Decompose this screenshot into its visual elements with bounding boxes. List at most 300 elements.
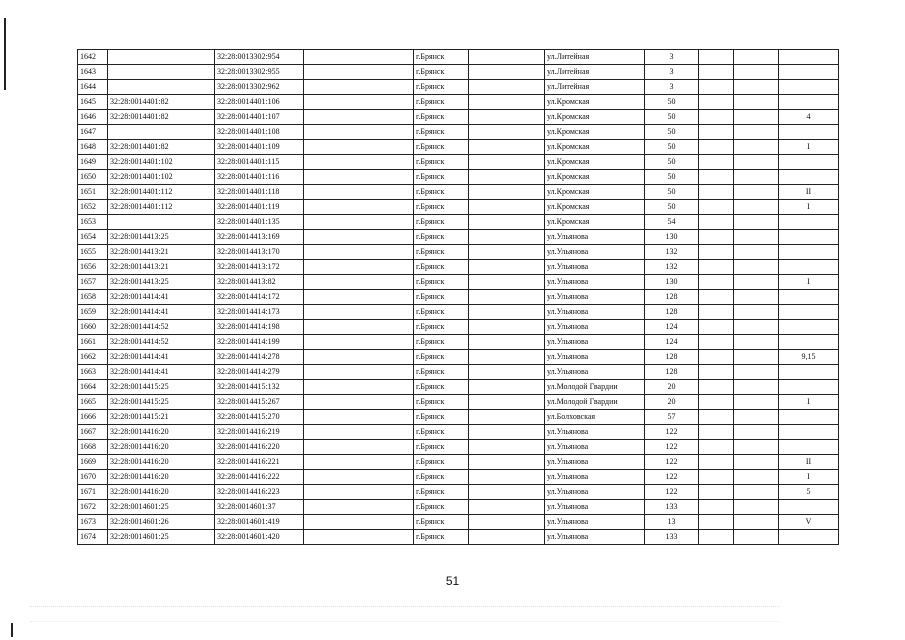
blank-cell: [304, 140, 414, 155]
street-cell: ул.Литейная: [545, 65, 645, 80]
street-cell: ул.Ульянова: [545, 290, 645, 305]
table-row: [78, 200, 839, 215]
blank-cell: [469, 215, 545, 230]
object-cadastral-cell: 32:28:0014401:108: [215, 125, 304, 140]
blank-cell: [469, 350, 545, 365]
city-cell: г.Брянск: [414, 425, 469, 440]
street-cell: ул.Кромская: [545, 95, 645, 110]
city-cell: г.Брянск: [414, 200, 469, 215]
city-cell: г.Брянск: [414, 440, 469, 455]
object-cadastral-cell: 32:28:0014416:220: [215, 440, 304, 455]
object-cadastral-cell: 32:28:0014414:278: [215, 350, 304, 365]
object-cadastral-cell: 32:28:0014415:270: [215, 410, 304, 425]
table-row: [78, 305, 839, 320]
street-cell: ул.Кромская: [545, 200, 645, 215]
row-number-cell: 1670: [78, 470, 108, 485]
parcel-cadastral-cell: 32:28:0014601:25: [108, 500, 215, 515]
blank-cell: [469, 530, 545, 545]
object-cadastral-cell: 32:28:0014401:118: [215, 185, 304, 200]
parcel-cadastral-cell: 32:28:0014601:26: [108, 515, 215, 530]
parcel-cadastral-cell: 32:28:0014416:20: [108, 485, 215, 500]
table-row: [78, 395, 839, 410]
blank-cell: [304, 200, 414, 215]
row-number-cell: 1652: [78, 200, 108, 215]
street-cell: ул.Кромская: [545, 170, 645, 185]
blank-cell: [304, 320, 414, 335]
house-number-cell: 128: [645, 350, 699, 365]
blank-cell: [699, 65, 734, 80]
row-number-cell: 1643: [78, 65, 108, 80]
premises-number-cell: [779, 215, 839, 230]
street-cell: ул.Ульянова: [545, 515, 645, 530]
table-row: [78, 245, 839, 260]
blank-cell: [734, 530, 779, 545]
parcel-cadastral-cell: 32:28:0014413:21: [108, 260, 215, 275]
blank-cell: [469, 275, 545, 290]
parcel-cadastral-cell: [108, 65, 215, 80]
table-row: [78, 500, 839, 515]
street-cell: ул.Литейная: [545, 80, 645, 95]
city-cell: г.Брянск: [414, 470, 469, 485]
street-cell: ул.Ульянова: [545, 425, 645, 440]
blank-cell: [469, 365, 545, 380]
blank-cell: [304, 485, 414, 500]
object-cadastral-cell: 32:28:0014416:223: [215, 485, 304, 500]
house-number-cell: 130: [645, 230, 699, 245]
table-row: [78, 260, 839, 275]
house-number-cell: 122: [645, 425, 699, 440]
parcel-cadastral-cell: 32:28:0014401:112: [108, 200, 215, 215]
house-number-cell: 122: [645, 440, 699, 455]
row-number-cell: 1660: [78, 320, 108, 335]
city-cell: г.Брянск: [414, 185, 469, 200]
blank-cell: [734, 200, 779, 215]
city-cell: г.Брянск: [414, 365, 469, 380]
row-number-cell: 1673: [78, 515, 108, 530]
house-number-cell: 128: [645, 290, 699, 305]
row-number-cell: 1648: [78, 140, 108, 155]
row-number-cell: 1671: [78, 485, 108, 500]
blank-cell: [699, 200, 734, 215]
blank-cell: [699, 530, 734, 545]
blank-cell: [304, 350, 414, 365]
row-number-cell: 1651: [78, 185, 108, 200]
blank-cell: [469, 50, 545, 65]
blank-cell: [699, 485, 734, 500]
parcel-cadastral-cell: 32:28:0014416:20: [108, 455, 215, 470]
row-number-cell: 1644: [78, 80, 108, 95]
object-cadastral-cell: 32:28:0014413:172: [215, 260, 304, 275]
street-cell: ул.Ульянова: [545, 470, 645, 485]
street-cell: ул.Ульянова: [545, 305, 645, 320]
premises-number-cell: I: [779, 200, 839, 215]
table-row: [78, 470, 839, 485]
object-cadastral-cell: 32:28:0014401:116: [215, 170, 304, 185]
blank-cell: [699, 500, 734, 515]
city-cell: г.Брянск: [414, 395, 469, 410]
city-cell: г.Брянск: [414, 485, 469, 500]
blank-cell: [304, 380, 414, 395]
blank-cell: [734, 50, 779, 65]
blank-cell: [469, 470, 545, 485]
house-number-cell: 3: [645, 50, 699, 65]
blank-cell: [699, 215, 734, 230]
blank-cell: [304, 335, 414, 350]
premises-number-cell: 4: [779, 110, 839, 125]
blank-cell: [469, 185, 545, 200]
table-row: [78, 65, 839, 80]
blank-cell: [304, 185, 414, 200]
city-cell: г.Брянск: [414, 155, 469, 170]
blank-cell: [699, 305, 734, 320]
row-number-cell: 1668: [78, 440, 108, 455]
city-cell: г.Брянск: [414, 500, 469, 515]
blank-cell: [304, 260, 414, 275]
house-number-cell: 132: [645, 245, 699, 260]
house-number-cell: 57: [645, 410, 699, 425]
city-cell: г.Брянск: [414, 320, 469, 335]
blank-cell: [699, 80, 734, 95]
blank-cell: [304, 170, 414, 185]
blank-cell: [699, 335, 734, 350]
street-cell: ул.Ульянова: [545, 230, 645, 245]
table-row: [78, 380, 839, 395]
city-cell: г.Брянск: [414, 125, 469, 140]
blank-cell: [699, 455, 734, 470]
premises-number-cell: [779, 65, 839, 80]
blank-cell: [699, 170, 734, 185]
table-row: [78, 485, 839, 500]
city-cell: г.Брянск: [414, 530, 469, 545]
house-number-cell: 54: [645, 215, 699, 230]
house-number-cell: 20: [645, 395, 699, 410]
blank-cell: [304, 95, 414, 110]
blank-cell: [469, 440, 545, 455]
row-number-cell: 1642: [78, 50, 108, 65]
blank-cell: [734, 95, 779, 110]
row-number-cell: 1655: [78, 245, 108, 260]
street-cell: ул.Ульянова: [545, 440, 645, 455]
row-number-cell: 1666: [78, 410, 108, 425]
parcel-cadastral-cell: [108, 215, 215, 230]
blank-cell: [699, 425, 734, 440]
row-number-cell: 1645: [78, 95, 108, 110]
street-cell: ул.Болховская: [545, 410, 645, 425]
premises-number-cell: V: [779, 515, 839, 530]
object-cadastral-cell: 32:28:0014401:109: [215, 140, 304, 155]
premises-number-cell: [779, 170, 839, 185]
blank-cell: [734, 65, 779, 80]
table-row: [78, 515, 839, 530]
city-cell: г.Брянск: [414, 305, 469, 320]
parcel-cadastral-cell: 32:28:0014601:25: [108, 530, 215, 545]
blank-cell: [699, 410, 734, 425]
blank-cell: [469, 260, 545, 275]
city-cell: г.Брянск: [414, 410, 469, 425]
blank-cell: [699, 440, 734, 455]
table-row: [78, 320, 839, 335]
table-row: [78, 140, 839, 155]
premises-number-cell: [779, 80, 839, 95]
parcel-cadastral-cell: [108, 50, 215, 65]
margin-mark: [11, 623, 13, 637]
blank-cell: [469, 200, 545, 215]
city-cell: г.Брянск: [414, 65, 469, 80]
parcel-cadastral-cell: 32:28:0014401:102: [108, 170, 215, 185]
blank-cell: [699, 470, 734, 485]
object-cadastral-cell: 32:28:0014416:221: [215, 455, 304, 470]
house-number-cell: 50: [645, 140, 699, 155]
blank-cell: [469, 500, 545, 515]
house-number-cell: 13: [645, 515, 699, 530]
street-cell: ул.Ульянова: [545, 455, 645, 470]
row-number-cell: 1664: [78, 380, 108, 395]
street-cell: ул.Кромская: [545, 155, 645, 170]
table-row: [78, 335, 839, 350]
house-number-cell: 50: [645, 155, 699, 170]
blank-cell: [734, 365, 779, 380]
premises-number-cell: [779, 95, 839, 110]
blank-cell: [699, 95, 734, 110]
blank-cell: [734, 245, 779, 260]
blank-cell: [699, 125, 734, 140]
table-row: [78, 110, 839, 125]
city-cell: г.Брянск: [414, 140, 469, 155]
blank-cell: [304, 425, 414, 440]
table-row: [78, 95, 839, 110]
object-cadastral-cell: 32:28:0014413:82: [215, 275, 304, 290]
table-row: [78, 350, 839, 365]
table-row: [78, 50, 839, 65]
premises-number-cell: [779, 365, 839, 380]
object-cadastral-cell: 32:28:0013302:955: [215, 65, 304, 80]
blank-cell: [734, 440, 779, 455]
city-cell: г.Брянск: [414, 110, 469, 125]
object-cadastral-cell: 32:28:0014601:420: [215, 530, 304, 545]
premises-number-cell: [779, 50, 839, 65]
blank-cell: [469, 80, 545, 95]
parcel-cadastral-cell: 32:28:0014401:82: [108, 95, 215, 110]
parcel-cadastral-cell: 32:28:0014414:41: [108, 365, 215, 380]
premises-number-cell: [779, 245, 839, 260]
premises-number-cell: [779, 260, 839, 275]
blank-cell: [469, 395, 545, 410]
blank-cell: [304, 470, 414, 485]
blank-cell: [304, 365, 414, 380]
object-cadastral-cell: 32:28:0014414:198: [215, 320, 304, 335]
object-cadastral-cell: 32:28:0014414:199: [215, 335, 304, 350]
blank-cell: [734, 485, 779, 500]
premises-number-cell: [779, 380, 839, 395]
blank-cell: [699, 260, 734, 275]
object-cadastral-cell: 32:28:0014401:107: [215, 110, 304, 125]
table-row: [78, 125, 839, 140]
row-number-cell: 1650: [78, 170, 108, 185]
house-number-cell: 50: [645, 110, 699, 125]
parcel-cadastral-cell: 32:28:0014416:20: [108, 425, 215, 440]
blank-cell: [304, 290, 414, 305]
object-cadastral-cell: 32:28:0014401:119: [215, 200, 304, 215]
parcel-cadastral-cell: 32:28:0014414:41: [108, 290, 215, 305]
object-cadastral-cell: 32:28:0014416:219: [215, 425, 304, 440]
table-row: [78, 185, 839, 200]
blank-cell: [699, 350, 734, 365]
blank-cell: [734, 320, 779, 335]
house-number-cell: 124: [645, 320, 699, 335]
parcel-cadastral-cell: 32:28:0014414:41: [108, 350, 215, 365]
house-number-cell: 122: [645, 485, 699, 500]
parcel-cadastral-cell: 32:28:0014413:25: [108, 230, 215, 245]
row-number-cell: 1654: [78, 230, 108, 245]
street-cell: ул.Литейная: [545, 50, 645, 65]
street-cell: ул.Ульянова: [545, 500, 645, 515]
premises-number-cell: I: [779, 140, 839, 155]
table-row: [78, 455, 839, 470]
object-cadastral-cell: 32:28:0014414:172: [215, 290, 304, 305]
parcel-cadastral-cell: 32:28:0014414:41: [108, 305, 215, 320]
blank-cell: [469, 170, 545, 185]
house-number-cell: 50: [645, 200, 699, 215]
blank-cell: [469, 230, 545, 245]
blank-cell: [304, 455, 414, 470]
blank-cell: [699, 320, 734, 335]
premises-number-cell: I: [779, 395, 839, 410]
blank-cell: [304, 230, 414, 245]
object-cadastral-cell: 32:28:0013302:954: [215, 50, 304, 65]
parcel-cadastral-cell: 32:28:0014413:25: [108, 275, 215, 290]
blank-cell: [469, 485, 545, 500]
house-number-cell: 50: [645, 185, 699, 200]
blank-cell: [304, 215, 414, 230]
table-row: [78, 275, 839, 290]
city-cell: г.Брянск: [414, 245, 469, 260]
blank-cell: [469, 140, 545, 155]
premises-number-cell: [779, 125, 839, 140]
blank-cell: [699, 185, 734, 200]
row-number-cell: 1662: [78, 350, 108, 365]
premises-number-cell: [779, 440, 839, 455]
parcel-cadastral-cell: 32:28:0014415:25: [108, 380, 215, 395]
blank-cell: [734, 110, 779, 125]
parcel-cadastral-cell: 32:28:0014414:52: [108, 320, 215, 335]
row-number-cell: 1665: [78, 395, 108, 410]
blank-cell: [699, 50, 734, 65]
object-cadastral-cell: 32:28:0014401:115: [215, 155, 304, 170]
row-number-cell: 1659: [78, 305, 108, 320]
blank-cell: [304, 305, 414, 320]
blank-cell: [469, 515, 545, 530]
house-number-cell: 3: [645, 65, 699, 80]
city-cell: г.Брянск: [414, 230, 469, 245]
blank-cell: [734, 260, 779, 275]
house-number-cell: 128: [645, 305, 699, 320]
blank-cell: [734, 275, 779, 290]
blank-cell: [304, 125, 414, 140]
premises-number-cell: 5: [779, 485, 839, 500]
blank-cell: [699, 110, 734, 125]
blank-cell: [699, 515, 734, 530]
parcel-cadastral-cell: 32:28:0014401:112: [108, 185, 215, 200]
blank-cell: [699, 275, 734, 290]
city-cell: г.Брянск: [414, 260, 469, 275]
table-row: [78, 215, 839, 230]
street-cell: ул.Ульянова: [545, 275, 645, 290]
parcel-cadastral-cell: [108, 80, 215, 95]
object-cadastral-cell: 32:28:0014414:173: [215, 305, 304, 320]
row-number-cell: 1658: [78, 290, 108, 305]
premises-number-cell: II: [779, 185, 839, 200]
object-cadastral-cell: 32:28:0014415:132: [215, 380, 304, 395]
blank-cell: [304, 410, 414, 425]
house-number-cell: 122: [645, 455, 699, 470]
parcel-cadastral-cell: 32:28:0014401:82: [108, 110, 215, 125]
blank-cell: [469, 410, 545, 425]
row-number-cell: 1669: [78, 455, 108, 470]
parcel-cadastral-cell: 32:28:0014415:21: [108, 410, 215, 425]
blank-cell: [699, 230, 734, 245]
city-cell: г.Брянск: [414, 350, 469, 365]
house-number-cell: 132: [645, 260, 699, 275]
parcel-cadastral-cell: 32:28:0014415:25: [108, 395, 215, 410]
street-cell: ул.Кромская: [545, 215, 645, 230]
blank-cell: [469, 65, 545, 80]
row-number-cell: 1674: [78, 530, 108, 545]
premises-number-cell: [779, 305, 839, 320]
table-row: [78, 440, 839, 455]
scan-artifact: [30, 606, 780, 622]
blank-cell: [469, 305, 545, 320]
blank-cell: [734, 350, 779, 365]
blank-cell: [304, 245, 414, 260]
row-number-cell: 1657: [78, 275, 108, 290]
row-number-cell: 1667: [78, 425, 108, 440]
street-cell: ул.Ульянова: [545, 350, 645, 365]
street-cell: ул.Молодой Гвардии: [545, 380, 645, 395]
row-number-cell: 1647: [78, 125, 108, 140]
blank-cell: [304, 110, 414, 125]
table-row: [78, 155, 839, 170]
table-row: [78, 230, 839, 245]
blank-cell: [734, 140, 779, 155]
registry-table: [77, 49, 839, 545]
street-cell: ул.Молодой Гвардии: [545, 395, 645, 410]
blank-cell: [734, 305, 779, 320]
row-number-cell: 1646: [78, 110, 108, 125]
city-cell: г.Брянск: [414, 275, 469, 290]
parcel-cadastral-cell: 32:28:0014414:52: [108, 335, 215, 350]
parcel-cadastral-cell: [108, 125, 215, 140]
street-cell: ул.Ульянова: [545, 485, 645, 500]
blank-cell: [699, 245, 734, 260]
row-number-cell: 1649: [78, 155, 108, 170]
object-cadastral-cell: 32:28:0014601:37: [215, 500, 304, 515]
blank-cell: [734, 515, 779, 530]
object-cadastral-cell: 32:28:0014413:169: [215, 230, 304, 245]
premises-number-cell: [779, 410, 839, 425]
blank-cell: [304, 50, 414, 65]
house-number-cell: 50: [645, 125, 699, 140]
blank-cell: [304, 395, 414, 410]
street-cell: ул.Кромская: [545, 140, 645, 155]
street-cell: ул.Кромская: [545, 185, 645, 200]
blank-cell: [734, 170, 779, 185]
blank-cell: [304, 530, 414, 545]
premises-number-cell: [779, 320, 839, 335]
blank-cell: [469, 320, 545, 335]
blank-cell: [469, 455, 545, 470]
city-cell: г.Брянск: [414, 335, 469, 350]
object-cadastral-cell: 32:28:0013302:962: [215, 80, 304, 95]
